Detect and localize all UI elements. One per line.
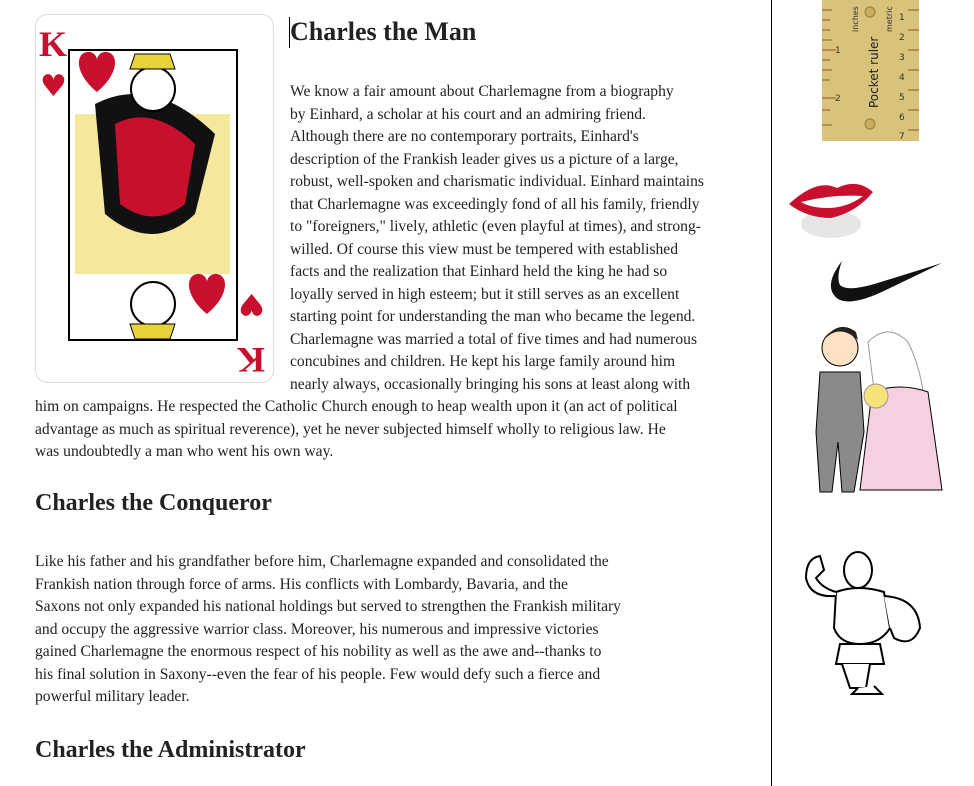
heading-charles-the-conqueror: Charles the Conqueror <box>35 490 272 516</box>
card-rank-bottom: K <box>236 340 265 380</box>
ruler-mark: 1 <box>899 13 905 23</box>
heading-charles-the-administrator: Charles the Administrator <box>35 737 306 763</box>
ruler-unit-inches: inches <box>851 6 860 32</box>
ruler-label: Pocket ruler <box>867 36 881 108</box>
heading-charles-the-man: Charles the Man <box>290 17 477 46</box>
paragraph-line: starting point for understanding the man who became the legend. <box>290 308 696 325</box>
ruler-unit-metric: metric <box>885 6 894 32</box>
text-cursor <box>289 17 290 48</box>
paragraph-line: Saxons not only expanded his national holdings but served to strengthen the Frankish military <box>35 598 621 615</box>
paragraph-line: Charlemagne was married a total of five times and had numerous <box>290 330 698 348</box>
paragraph-line: Frankish nation through force of arms. His conflicts with Lombardy, Bavaria, and the <box>35 575 568 593</box>
paragraph-line: him on campaigns. He respected the Catholic Church enough to heap wealth upon it (an act of political <box>35 398 678 415</box>
paragraph-line: robust, well-spoken and charismatic individual. Einhard maintains <box>290 173 705 190</box>
paragraph-line: was undoubtedly a man who went his own way. <box>35 443 334 460</box>
paragraph-line: gained Charlemagne the enormous respect of his nobility as well as the awe and--thanks to <box>35 643 602 660</box>
wedding-couple-image <box>808 322 944 500</box>
paragraph-line: to "foreigners," lively, athletic (even playful at times), and strong- <box>290 218 701 235</box>
sidebar-divider <box>771 0 772 786</box>
ruler-mark: 2 <box>899 33 905 43</box>
paragraph-line: willed. Of course this view must be tempered with established <box>290 240 679 258</box>
paragraph-line: Although there are no contemporary portraits, Einhard's <box>290 128 639 145</box>
ruler-mark: 4 <box>899 73 905 83</box>
swoosh-logo-image <box>828 257 944 303</box>
ruler-mark: 2 <box>835 94 841 104</box>
king-of-hearts-card-image <box>35 14 274 383</box>
paragraph-line: concubines and children. He kept his large family around him <box>290 353 676 370</box>
paragraph-line: description of the Frankish leader gives us a picture of a large, <box>290 150 679 168</box>
paragraph-line: that Charlemagne was exceedingly fond of all his family, friendly <box>290 195 700 213</box>
ruler-mark: 5 <box>899 93 905 103</box>
paragraph-line: loyally served in high esteem; but it still serves as an excellent <box>290 285 680 303</box>
paragraph-line: and occupy the aggressive warrior class. Moreover, his numerous and impressive victories <box>35 620 599 638</box>
ruler-mark: 6 <box>899 113 905 123</box>
paragraph-line: by Einhard, a scholar at his court and an admiring friend. <box>290 105 646 123</box>
card-suit-top: ♥ <box>40 69 67 104</box>
muscle-man-image <box>800 548 924 696</box>
paragraph-line: his final solution in Saxony--even the fear of his people. Few would defy such a fierce and <box>35 665 601 683</box>
ruler-mark: 1 <box>835 46 841 56</box>
paragraph-line: nearly always, occasionally bringing his sons at least along with <box>290 375 691 393</box>
card-rank-top: K <box>39 24 68 64</box>
paragraph-line: Like his father and his grandfather before him, Charlemagne expanded and consolidated the <box>35 553 609 570</box>
ruler-mark: 3 <box>899 53 905 63</box>
pocket-ruler-image <box>822 0 919 141</box>
paragraph-line: powerful military leader. <box>35 688 190 705</box>
paragraph-line: We know a fair amount about Charlemagne from a biography <box>290 83 674 100</box>
paragraph-line: advantage as much as spiritual reverence), yet he never subjected himself wholly to religious law. He <box>35 420 666 438</box>
ruler-mark: 7 <box>899 132 905 141</box>
card-suit-bottom: ♥ <box>238 286 265 321</box>
paragraph-line: facts and the realization that Einhard held the king he had so <box>290 263 668 280</box>
lips-image <box>787 178 875 242</box>
